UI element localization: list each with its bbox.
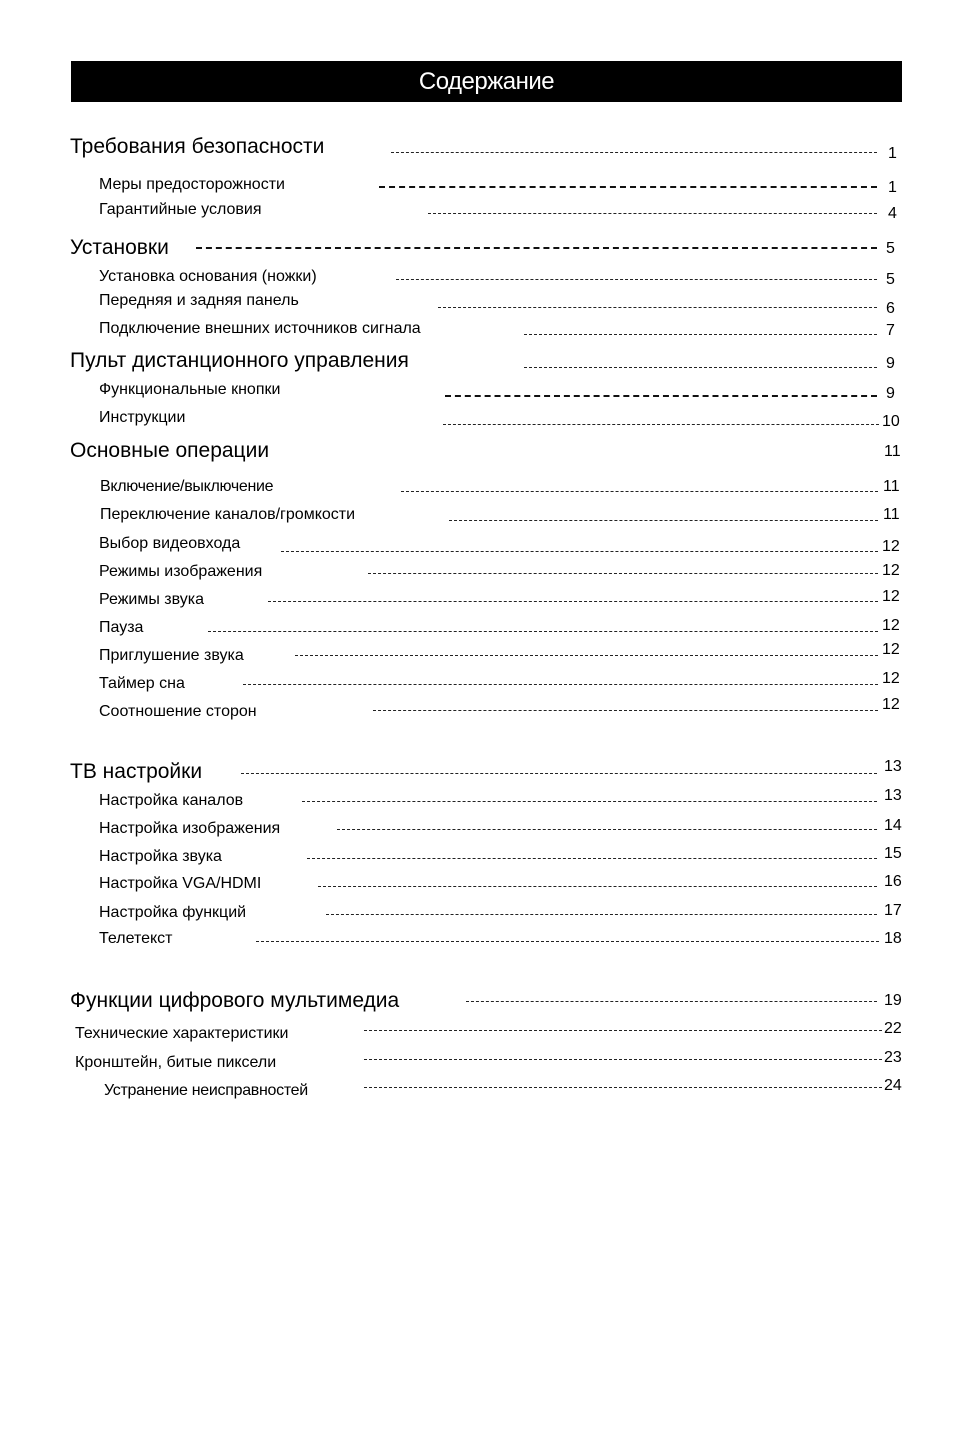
toc-entry-remote: Пульт дистанционного управления bbox=[70, 349, 409, 372]
leader-dots bbox=[243, 684, 878, 685]
toc-page-number: 12 bbox=[882, 696, 900, 713]
toc-entry-channel-volume: Переключение каналов/громкости bbox=[100, 506, 356, 523]
toc-entry-multimedia: Функции цифрового мультимедиа bbox=[70, 989, 400, 1012]
toc-entry-panels: Передняя и задняя панель bbox=[99, 292, 299, 309]
toc-page-number: 16 bbox=[884, 873, 902, 890]
leader-dots bbox=[438, 307, 877, 308]
toc-page-number: 7 bbox=[886, 322, 895, 339]
leader-dots bbox=[307, 858, 877, 859]
leader-dots bbox=[449, 520, 878, 521]
leader-dots bbox=[337, 829, 877, 830]
toc-entry-pause: Пауза bbox=[99, 619, 144, 636]
leader-dots bbox=[326, 914, 877, 915]
toc-entry-tv-settings: ТВ настройки bbox=[70, 760, 203, 783]
toc-page-number: 18 bbox=[884, 930, 902, 947]
toc-page-number: 4 bbox=[888, 205, 897, 222]
toc-page-number: 11 bbox=[883, 506, 900, 523]
leader-dots bbox=[208, 631, 878, 632]
leader-dots bbox=[364, 1059, 882, 1060]
leader-dots bbox=[401, 491, 878, 492]
toc-entry-vga-hdmi-settings: Настройка VGA/HDMI bbox=[99, 875, 262, 892]
toc-entry-video-input: Выбор видеовхода bbox=[99, 535, 241, 552]
toc-page-number: 12 bbox=[882, 670, 900, 687]
page-title: Содержание bbox=[71, 61, 902, 102]
toc-page-number: 9 bbox=[886, 385, 895, 402]
toc-page-number: 6 bbox=[886, 300, 895, 317]
leader-dots bbox=[445, 395, 877, 397]
toc-entry-power: Включение/выключение bbox=[100, 478, 274, 495]
toc-page-number: 10 bbox=[882, 413, 900, 430]
toc-page-number: 11 bbox=[883, 478, 900, 495]
toc-entry-function-settings: Настройка функций bbox=[99, 904, 247, 921]
leader-dots bbox=[524, 367, 877, 368]
toc-entry-channel-settings: Настройка каналов bbox=[99, 792, 244, 809]
leader-dots bbox=[364, 1030, 882, 1031]
toc-page-number: 12 bbox=[882, 562, 900, 579]
toc-page-number: 9 bbox=[886, 355, 895, 372]
toc-entry-specifications: Технические характеристики bbox=[75, 1025, 289, 1042]
toc-page-number: 23 bbox=[884, 1049, 902, 1066]
toc-page-number: 1 bbox=[888, 145, 897, 162]
toc-page-number: 11 bbox=[884, 443, 901, 460]
toc-entry-warranty: Гарантийные условия bbox=[99, 201, 262, 218]
toc-page-number: 24 bbox=[884, 1077, 902, 1094]
leader-dots bbox=[428, 213, 877, 214]
leader-dots bbox=[196, 247, 877, 249]
leader-dots bbox=[364, 1087, 882, 1088]
toc-page-number: 17 bbox=[884, 902, 902, 919]
leader-dots bbox=[256, 941, 879, 942]
toc-entry-precautions: Меры предосторожности bbox=[99, 176, 285, 193]
toc-entry-picture-settings: Настройка изображения bbox=[99, 820, 281, 837]
leader-dots bbox=[368, 573, 878, 574]
leader-dots bbox=[373, 710, 878, 711]
toc-entry-basic-operations: Основные операции bbox=[70, 439, 270, 462]
toc-entry-picture-modes: Режимы изображения bbox=[99, 563, 263, 580]
leader-dots bbox=[241, 773, 877, 774]
toc-entry-troubleshooting: Устранение неисправностей bbox=[104, 1082, 308, 1099]
leader-dots bbox=[443, 424, 879, 425]
toc-entry-setup: Установки bbox=[70, 236, 169, 259]
toc-page-number: 5 bbox=[886, 240, 895, 257]
toc-entry-safety: Требования безопасности bbox=[70, 135, 325, 158]
toc-page-number: 19 bbox=[884, 992, 902, 1009]
leader-dots bbox=[379, 186, 877, 188]
toc-page-number: 12 bbox=[882, 641, 900, 658]
leader-dots bbox=[295, 655, 878, 656]
leader-dots bbox=[302, 801, 877, 802]
leader-dots bbox=[524, 334, 877, 335]
toc-page-number: 1 bbox=[888, 179, 897, 196]
toc-page-number: 13 bbox=[884, 787, 902, 804]
toc-entry-external-sources: Подключение внешних источников сигнала bbox=[99, 320, 421, 337]
toc-page-number: 15 bbox=[884, 845, 902, 862]
leader-dots bbox=[466, 1001, 877, 1002]
toc-page-number: 14 bbox=[884, 817, 902, 834]
leader-dots bbox=[281, 551, 878, 552]
toc-entry-stand-install: Установка основания (ножки) bbox=[99, 268, 317, 285]
toc-entry-bracket-pixels: Кронштейн, битые пиксели bbox=[75, 1054, 277, 1071]
toc-page-number: 12 bbox=[882, 588, 900, 605]
toc-page-number: 12 bbox=[882, 538, 900, 555]
leader-dots bbox=[268, 601, 878, 602]
toc-entry-sound-modes: Режимы звука bbox=[99, 591, 205, 608]
toc-entry-aspect-ratio: Соотношение сторон bbox=[99, 703, 257, 720]
toc-page-number: 22 bbox=[884, 1020, 902, 1037]
leader-dots bbox=[391, 152, 877, 153]
toc-entry-function-buttons: Функциональные кнопки bbox=[99, 381, 281, 398]
toc-entry-sleep-timer: Таймер сна bbox=[99, 675, 185, 692]
toc-entry-instructions: Инструкции bbox=[99, 409, 186, 426]
toc-entry-teletext: Телетекст bbox=[99, 930, 173, 947]
toc-entry-sound-settings: Настройка звука bbox=[99, 848, 222, 865]
toc-entry-mute: Приглушение звука bbox=[99, 647, 244, 664]
toc-page-number: 13 bbox=[884, 758, 902, 775]
leader-dots bbox=[318, 886, 877, 887]
leader-dots bbox=[396, 279, 877, 280]
toc-page-number: 12 bbox=[882, 617, 900, 634]
toc-page-number: 5 bbox=[886, 271, 895, 288]
